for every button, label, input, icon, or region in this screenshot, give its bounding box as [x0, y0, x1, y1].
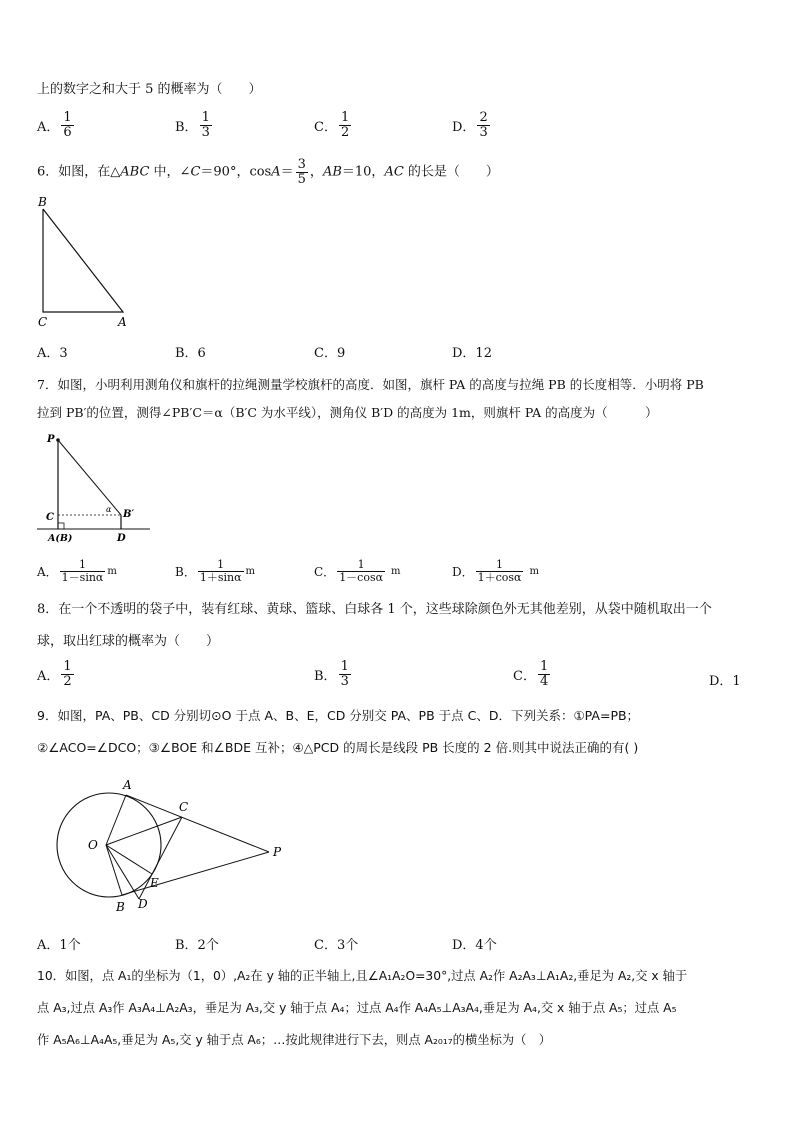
q6-ab: AB — [322, 164, 342, 180]
q7-option-b-label: B． — [175, 564, 196, 579]
q8-option-c[interactable] — [513, 660, 552, 688]
q5-option-d-den: 3 — [479, 124, 488, 140]
q8-option-a-num: 1 — [63, 659, 72, 674]
q7-option-a-unit: m — [107, 565, 117, 577]
q10-stem-line1: 10．如图，点 A₁的坐标为（1，0）,A₂在 y 轴的正半轴上,且∠A₁A₂O=30°,过点 A₂作 A₂A₃⊥A₁A₂,垂足为 A₂,交 x 轴于 — [37, 969, 688, 983]
q9-label-b: B — [116, 900, 125, 914]
q8-option-d[interactable] — [709, 670, 741, 689]
q7-option-c-num: 1 — [337, 559, 385, 572]
q6-triangle-figure — [30, 192, 140, 332]
q7-option-d-den: 1＋cosα — [477, 570, 522, 584]
q9-option-b[interactable]: B．2个 — [175, 938, 219, 953]
q7-option-a-den: 1－sinα — [61, 570, 104, 584]
q9-segment-oc — [106, 817, 182, 845]
q9-segment-od — [106, 845, 139, 899]
q7-option-c-den: 1－cosα — [339, 570, 384, 584]
q6-label-b: B — [38, 195, 47, 209]
q5-option-b-num: 1 — [201, 110, 210, 125]
q8-stem-line2: 球，取出红球的概率为（ ） — [37, 634, 220, 649]
q6-cos-den: 5 — [297, 171, 306, 187]
q6-mid1: 中，∠ — [149, 164, 191, 180]
q6-abc: ABC — [120, 164, 150, 180]
q5-option-a-label: A． — [37, 119, 60, 135]
q7-label-d: D — [117, 533, 126, 544]
q9-circle-o — [57, 793, 161, 897]
q8-stem-line1: 8．在一个不透明的袋子中，装有红球、黄球、篮球、白球各 1 个，这些球除颜色外无其他差别，从袋中随机取出一个 — [37, 602, 712, 617]
q7-option-b-unit: m — [245, 565, 255, 577]
q5-option-a[interactable] — [37, 111, 76, 139]
q8-option-d-label: D．1 — [709, 674, 741, 689]
q9-circle-figure — [45, 770, 295, 920]
q8-option-c-label: C． — [513, 668, 536, 684]
q7-option-b[interactable] — [175, 559, 255, 583]
q8-option-a-den: 2 — [63, 673, 72, 689]
q7-option-c[interactable] — [314, 559, 401, 583]
q6-suffix: 的长是（ ） — [403, 164, 499, 180]
q9-segment-oe — [106, 845, 152, 874]
q7-option-a[interactable] — [37, 559, 117, 583]
q7-option-b-den: 1＋sinα — [199, 570, 242, 584]
q9-label-o: O — [88, 838, 98, 852]
q5-option-d[interactable] — [452, 111, 492, 139]
q7-rope — [58, 440, 121, 515]
q5-option-c[interactable] — [314, 111, 353, 139]
q9-segment-oa — [106, 795, 126, 845]
q8-option-a[interactable] — [37, 660, 76, 688]
q7-point-p — [56, 438, 60, 442]
q6-prefix: 6．如图，在△ — [37, 164, 121, 180]
q6-mid2: ＝90°，cos — [200, 164, 272, 180]
q7-option-b-num: 1 — [198, 559, 244, 572]
q10-stem-line2: 点 A₃,过点 A₃作 A₃A₄⊥A₂A₃，垂足为 A₃,交 y 轴于点 A₄；过点 A₄作 A₄A₅⊥A₃A₄,垂足为 A₄,交 x 轴于点 A₅；过点 A₅ — [37, 1001, 677, 1015]
q7-option-d[interactable] — [452, 559, 539, 583]
q6-option-d[interactable]: D．12 — [452, 346, 492, 361]
q8-option-b-label: B． — [314, 668, 337, 684]
q9-tangent-cd — [139, 817, 182, 899]
q6-cos-a: A — [271, 164, 281, 180]
q9-option-a[interactable]: A．1个 — [37, 938, 81, 953]
q5-option-c-num: 1 — [340, 110, 350, 125]
q7-option-a-num: 1 — [60, 559, 106, 572]
q5-option-d-num: 2 — [479, 110, 488, 125]
q7-stem-line1: 7．如图，小明利用测角仪和旗杆的拉绳测量学校旗杆的高度．如图，旗杆 PA 的高度与拉绳 PB 的长度相等．小明将 PB — [37, 377, 704, 392]
q9-label-d: D — [138, 897, 148, 911]
q5-option-d-label: D． — [452, 119, 476, 135]
q8-option-b[interactable] — [314, 660, 353, 688]
q9-option-d[interactable]: D．4个 — [452, 938, 497, 953]
q8-option-a-label: A． — [37, 668, 60, 684]
q7-label-p: P — [47, 434, 55, 445]
q6-label-c: C — [38, 315, 48, 329]
q7-option-c-unit: m — [391, 565, 401, 577]
q10-stem-line3: 作 A₅A₆⊥A₄A₅,垂足为 A₅,交 y 轴于点 A₆；…按此规律进行下去，则点 A₂₀₁₇的横坐标为（ ） — [37, 1033, 552, 1047]
q9-stem-line2: ②∠ACO=∠DCO；③∠BOE 和∠BDE 互补；④△PCD 的周长是线段 PB 长度的 2 倍.则其中说法正确的有( ) — [37, 740, 639, 755]
q6-option-b[interactable]: B．6 — [175, 346, 206, 361]
q8-option-c-num: 1 — [539, 659, 549, 674]
q7-option-d-num: 1 — [476, 559, 524, 572]
q6-angle-c: C — [190, 164, 201, 180]
q9-option-c[interactable]: C．3个 — [314, 938, 359, 953]
q6-eq: ＝ — [280, 164, 294, 180]
q6-stem — [37, 158, 499, 186]
q7-option-c-label: C． — [314, 564, 336, 579]
q7-option-a-label: A． — [37, 564, 58, 579]
q7-option-d-label: D． — [452, 564, 474, 579]
q5-option-c-den: 2 — [340, 124, 350, 140]
q9-tangent-pa — [126, 795, 269, 852]
q6-option-a[interactable]: A．3 — [37, 346, 68, 361]
q5-option-a-den: 6 — [63, 124, 72, 140]
q7-flagpole-figure — [35, 432, 155, 547]
q5-stem-tail: 上的数字之和大于 5 的概率为（ ） — [37, 82, 262, 97]
q7-label-ab: A(B) — [48, 533, 73, 544]
q7-stem-line2: 拉到 PB′的位置，测得∠PB′C＝α（B′C 为水平线），测角仪 B′D 的高度为 1m，则旗杆 PA 的高度为（ ） — [37, 405, 658, 420]
q9-label-e: E — [150, 876, 159, 890]
q8-option-c-den: 4 — [539, 673, 549, 689]
q9-segment-ob — [106, 845, 122, 895]
q9-label-p: P — [273, 845, 282, 859]
q9-label-c: C — [179, 800, 189, 814]
q6-option-c[interactable]: C．9 — [314, 346, 346, 361]
q7-label-bprime: B′ — [123, 509, 135, 520]
q6-cos-num: 3 — [297, 157, 306, 172]
q5-option-c-label: C． — [314, 119, 337, 135]
q6-triangle — [43, 209, 123, 312]
q5-option-a-num: 1 — [63, 110, 72, 125]
q6-comma: ， — [309, 164, 323, 180]
q5-option-b-label: B． — [175, 119, 198, 135]
q6-label-a: A — [118, 315, 127, 329]
q9-label-a: A — [123, 778, 132, 792]
q7-right-angle-mark — [58, 523, 64, 529]
q7-label-alpha: α — [106, 505, 112, 514]
q9-stem-line1: 9．如图，PA、PB、CD 分别切⊙O 于点 A、B、E，CD 分别交 PA、PB 于点 C、D．下列关系：①PA=PB； — [37, 708, 640, 723]
q5-option-b[interactable] — [175, 111, 214, 139]
q8-option-b-num: 1 — [340, 659, 349, 674]
q8-option-b-den: 3 — [340, 673, 349, 689]
q5-option-b-den: 3 — [201, 124, 210, 140]
q7-label-c: C — [46, 512, 54, 523]
q6-ac: AC — [384, 164, 404, 180]
q7-option-d-unit: m — [529, 565, 539, 577]
q6-mid3: ＝10， — [341, 164, 385, 180]
